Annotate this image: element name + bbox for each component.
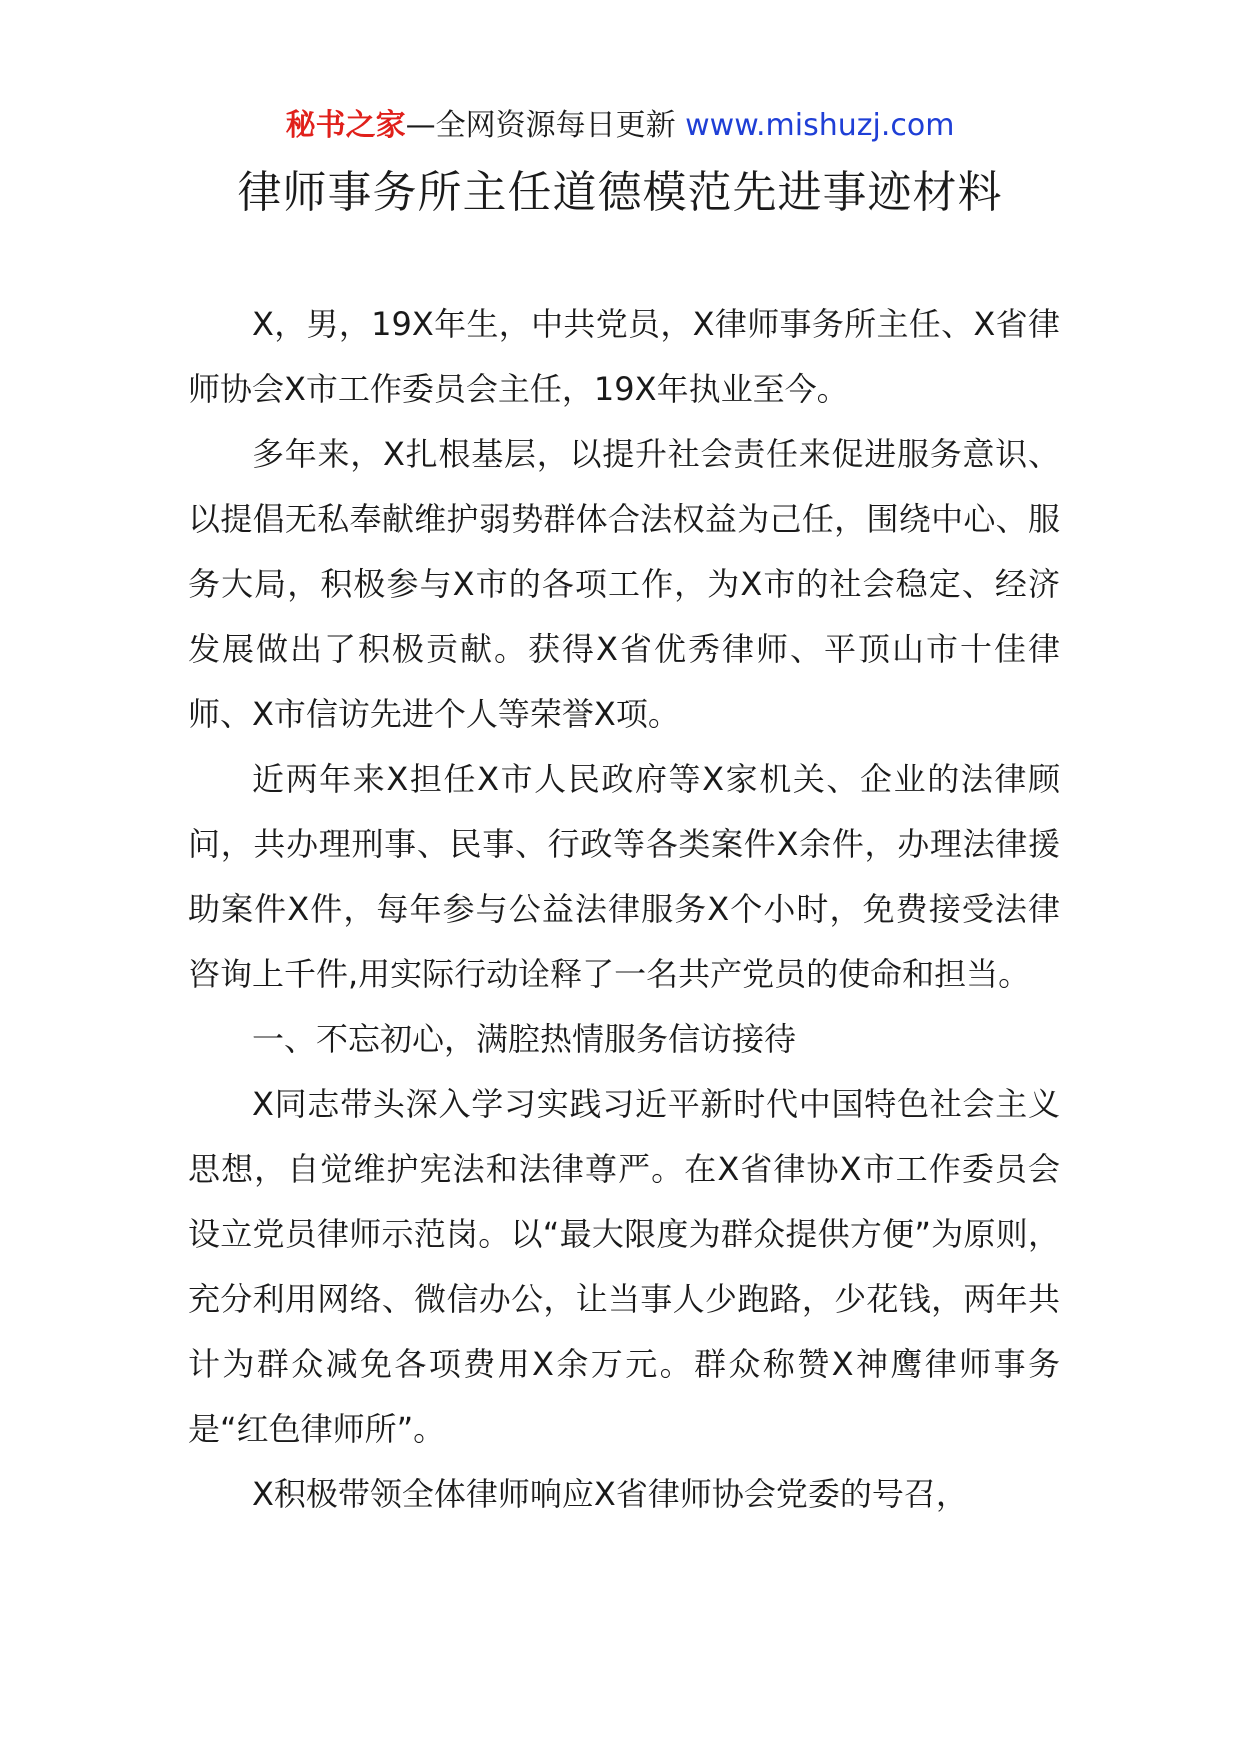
site-url-link[interactable]: www.mishuzj.com xyxy=(685,108,955,143)
paragraph-continued: X积极带领全体律师响应X省律师协会党委的号召， xyxy=(252,1475,968,1513)
document-title: 律师事务所主任道德模范先进事迹材料 xyxy=(237,167,1003,218)
section-heading-1: 一、不忘初心，满腔热情服务信访接待 xyxy=(252,1020,797,1058)
paragraph-intro: X，男，19X年生，中共党员，X律师事务所主任、X省律师协会X市工作委员会主任，19X年执业至今。 xyxy=(188,305,1060,408)
header-slogan: —全网资源每日更新 xyxy=(405,108,686,143)
document-body xyxy=(188,292,1060,1527)
site-header xyxy=(0,104,1240,148)
paragraph-section-1: X同志带头深入学习实践习近平新时代中国特色社会主义思想，自觉维护宪法和法律尊严。在X省律协X市工作委员会设立党员律师示范岗。以“最大限度为群众提供方便”为原则，充分利用网络、微信办公，让当事人少跑路，少花钱，两年共计为群众减免各项费用X余万元。群众称赞X神鹰律师事务是“红色律师所”。 xyxy=(188,1085,1060,1448)
brand-name: 秘书之家 xyxy=(285,108,406,143)
paragraph-overview: 多年来，X扎根基层，以提升社会责任来促进服务意识、以提倡无私奉献维护弱势群体合法权益为己任，围绕中心、服务大局，积极参与X市的各项工作，为X市的社会稳定、经济发展做出了积极贡献。获得X省优秀律师、平顶山市十佳律师、X市信访先进个人等荣誉X项。 xyxy=(188,435,1060,733)
paragraph-achievements: 近两年来X担任X市人民政府等X家机关、企业的法律顾问，共办理刑事、民事、行政等各类案件X余件，办理法律援助案件X件，每年参与公益法律服务X个小时，免费接受法律咨询上千件,用实际行动诠释了一名共产党员的使命和担当。 xyxy=(188,760,1060,993)
